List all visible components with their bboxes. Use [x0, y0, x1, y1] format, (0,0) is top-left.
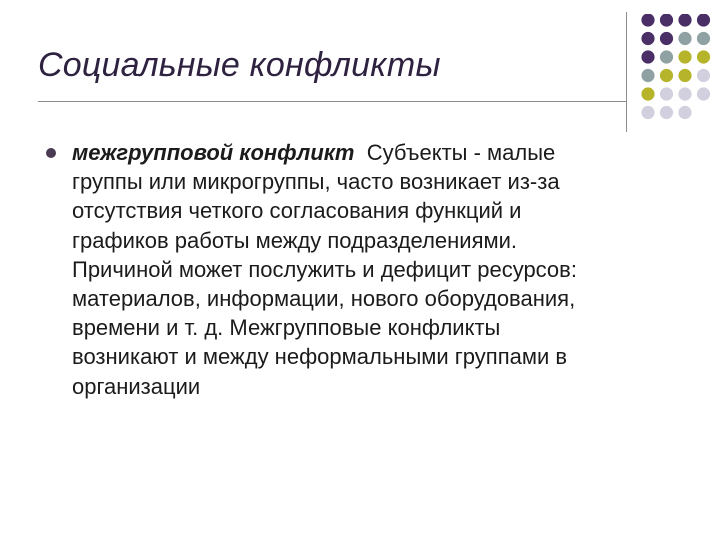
- bullet-line: отсутствия четкого согласования функций и: [72, 198, 522, 224]
- decorative-dot: [641, 50, 654, 63]
- decorative-dot: [660, 50, 673, 63]
- slide-content: [46, 138, 686, 401]
- decorative-dot-grid: [640, 14, 720, 124]
- decorative-dot: [678, 69, 691, 82]
- decorative-dot: [660, 32, 673, 45]
- decorative-dot: [697, 69, 710, 82]
- decorative-dot: [641, 32, 654, 45]
- decorative-dot: [678, 14, 691, 27]
- bullet-line: группы или микрогруппы, часто возникает из-за: [72, 169, 560, 195]
- decorative-dot: [678, 106, 691, 119]
- decorative-dot: [697, 87, 710, 100]
- title-underline: [38, 101, 626, 102]
- decorative-dot: [641, 14, 654, 27]
- decorative-dot: [697, 14, 710, 27]
- bullet-line: [72, 138, 686, 167]
- bullet-text: Субъекты - малые: [366, 140, 556, 165]
- decorative-dot: [660, 106, 673, 119]
- decorative-dot: [660, 69, 673, 82]
- bullet-line: графиков работы между подразделениями.: [72, 227, 518, 253]
- bullet-icon: [46, 148, 56, 158]
- bullet-line: возникают и между неформальными группами в: [72, 344, 568, 370]
- bullet-line: времени и т. д. Межгрупповые конфликты: [72, 315, 501, 341]
- decorative-dot: [678, 87, 691, 100]
- bullet-line: организации: [72, 373, 201, 399]
- slide-title: Социальные конфликты: [38, 46, 441, 84]
- decorative-dot: [641, 69, 654, 82]
- bullet-line: материалов, информации, нового оборудования,: [72, 286, 576, 312]
- decorative-dot: [641, 106, 654, 119]
- decorative-dot: [660, 87, 673, 100]
- vertical-divider: [626, 12, 627, 132]
- bullet-line: Причиной может послужить и дефицит ресурсов:: [72, 256, 577, 282]
- bullet-item: [46, 138, 686, 401]
- decorative-dot: [660, 14, 673, 27]
- bullet-term: межгрупповой конфликт: [72, 140, 355, 165]
- decorative-dot: [697, 50, 710, 63]
- decorative-dot: [641, 87, 654, 100]
- decorative-dot: [678, 32, 691, 45]
- decorative-dot: [678, 50, 691, 63]
- decorative-dot: [697, 32, 710, 45]
